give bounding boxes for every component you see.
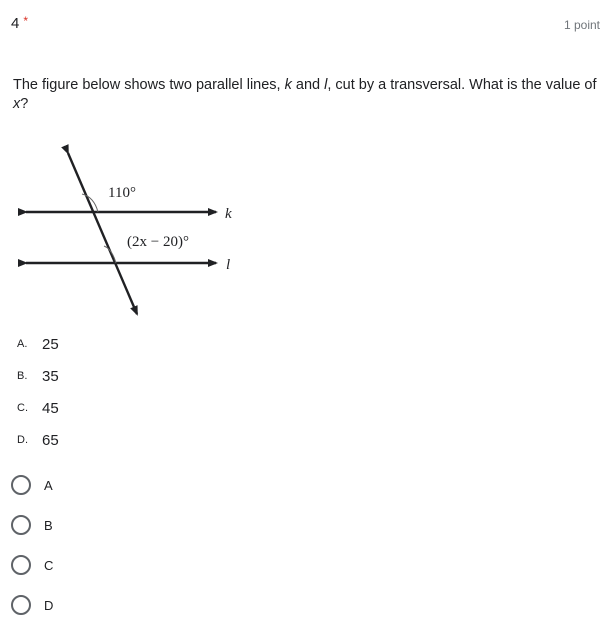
radio-option-d[interactable] bbox=[11, 593, 53, 617]
choice-a-letter: A. bbox=[17, 338, 28, 350]
choice-d-letter: D. bbox=[17, 434, 28, 446]
choice-d bbox=[17, 432, 59, 452]
angle-label-110: 110° bbox=[108, 185, 136, 201]
choice-a bbox=[17, 336, 59, 356]
radio-button-a[interactable] bbox=[11, 475, 31, 495]
choice-b-value: 35 bbox=[42, 368, 59, 385]
radio-option-b-label[interactable]: B bbox=[44, 517, 53, 533]
radio-option-d-label[interactable]: D bbox=[44, 597, 54, 613]
parallel-lines-figure bbox=[12, 142, 244, 324]
question-number-text: 4 bbox=[11, 15, 20, 32]
angle-label-2x-20: (2x − 20)° bbox=[127, 234, 189, 250]
radio-option-a-label[interactable]: A bbox=[44, 477, 53, 493]
radio-option-c[interactable] bbox=[11, 553, 53, 577]
points-label: 1 point bbox=[563, 18, 600, 32]
radio-button-c[interactable] bbox=[11, 555, 31, 575]
question-text-part-6: ? bbox=[20, 96, 29, 112]
question-text-part-5: x bbox=[13, 96, 21, 112]
question-text bbox=[13, 76, 598, 114]
question-text-part-2: and bbox=[291, 77, 325, 93]
line-k-label: k bbox=[225, 206, 232, 222]
choice-c-value: 45 bbox=[42, 400, 59, 417]
radio-button-d[interactable] bbox=[11, 595, 31, 615]
question-text-part-0: The figure below shows two parallel lines, bbox=[13, 77, 285, 93]
choice-b-letter: B. bbox=[17, 370, 28, 382]
choice-b bbox=[17, 368, 59, 388]
radio-button-b[interactable] bbox=[11, 515, 31, 535]
radio-option-a[interactable] bbox=[11, 473, 53, 497]
choice-d-value: 65 bbox=[42, 432, 59, 449]
line-l-label: l bbox=[226, 257, 231, 273]
choice-c bbox=[17, 400, 59, 420]
question-text-part-1: k bbox=[284, 77, 292, 93]
question-text-part-3: l bbox=[324, 77, 328, 93]
radio-option-b[interactable] bbox=[11, 513, 53, 537]
question-number bbox=[11, 15, 28, 32]
choice-c-letter: C. bbox=[17, 402, 28, 414]
question-text-part-4: , cut by a transversal. What is the value of bbox=[327, 77, 597, 93]
radio-option-c-label[interactable]: C bbox=[44, 557, 54, 573]
choice-a-value: 25 bbox=[42, 336, 59, 353]
required-asterisk: * bbox=[23, 14, 29, 28]
